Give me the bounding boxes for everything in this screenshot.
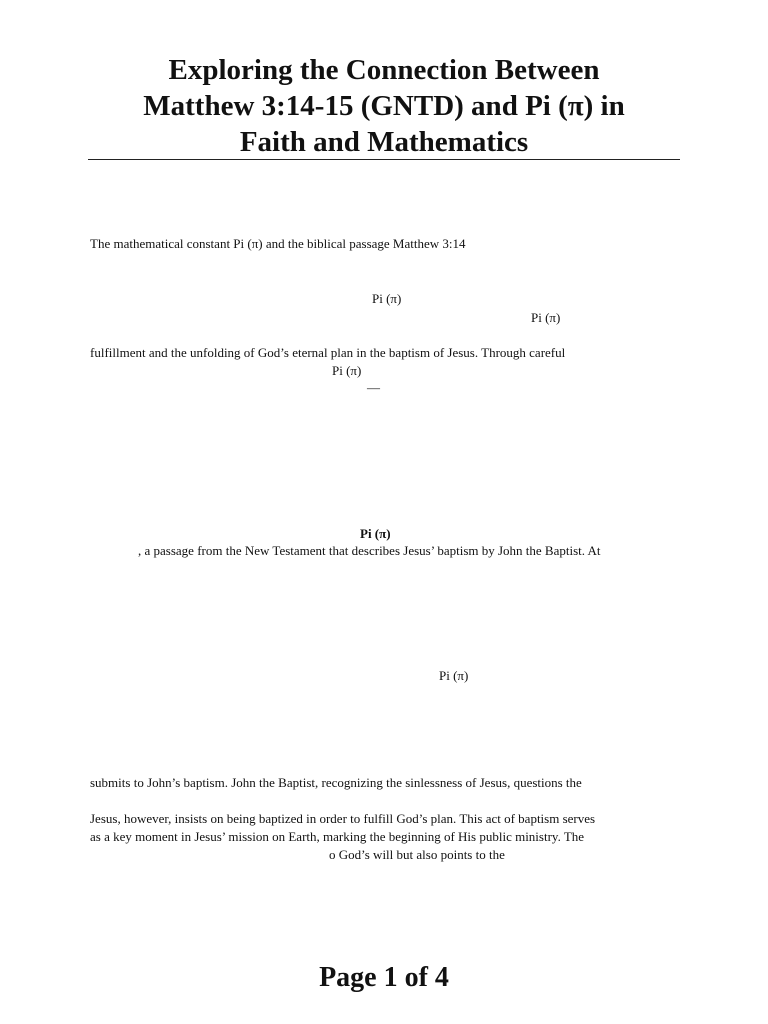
jesus-insists-line: Jesus, however, insists on being baptized in order to fulfill God’s plan. This act of baptism serves — [90, 811, 596, 826]
title-line-2: Matthew 3:14-15 (GNTD) and Pi (π) in — [143, 90, 625, 122]
document-title — [88, 52, 680, 160]
key-moment-line: as a key moment in Jesus’ mission on Earth, marking the beginning of His public ministry. The — [90, 829, 585, 844]
fulfillment-line: fulfillment and the unfolding of God’s eternal plan in the baptism of Jesus. Through careful — [90, 345, 566, 360]
page-number: Page 1 of 4 — [319, 962, 449, 993]
pi-fragment-3: Pi (π) — [332, 363, 362, 378]
passage-line: , a passage from the New Testament that describes Jesus’ baptism by John the Baptist. At — [138, 543, 601, 558]
submits-line: submits to John’s baptism. John the Baptist, recognizing the sinlessness of Jesus, questions the — [90, 775, 582, 790]
intro-line: The mathematical constant Pi (π) and the biblical passage Matthew 3:14 — [90, 236, 466, 251]
pi-fragment-1: Pi (π) — [372, 291, 402, 306]
pi-fragment-2: Pi (π) — [531, 310, 561, 325]
gods-will-line: o God’s will but also points to the — [329, 847, 505, 862]
pi-fragment-4: Pi (π) — [439, 668, 469, 683]
em-dash: — — [367, 380, 380, 395]
pi-section-heading: Pi (π) — [360, 526, 391, 541]
title-line-3: Faith and Mathematics — [239, 126, 529, 158]
title-underline — [88, 159, 680, 160]
title-line-1: Exploring the Connection Between — [168, 54, 600, 86]
